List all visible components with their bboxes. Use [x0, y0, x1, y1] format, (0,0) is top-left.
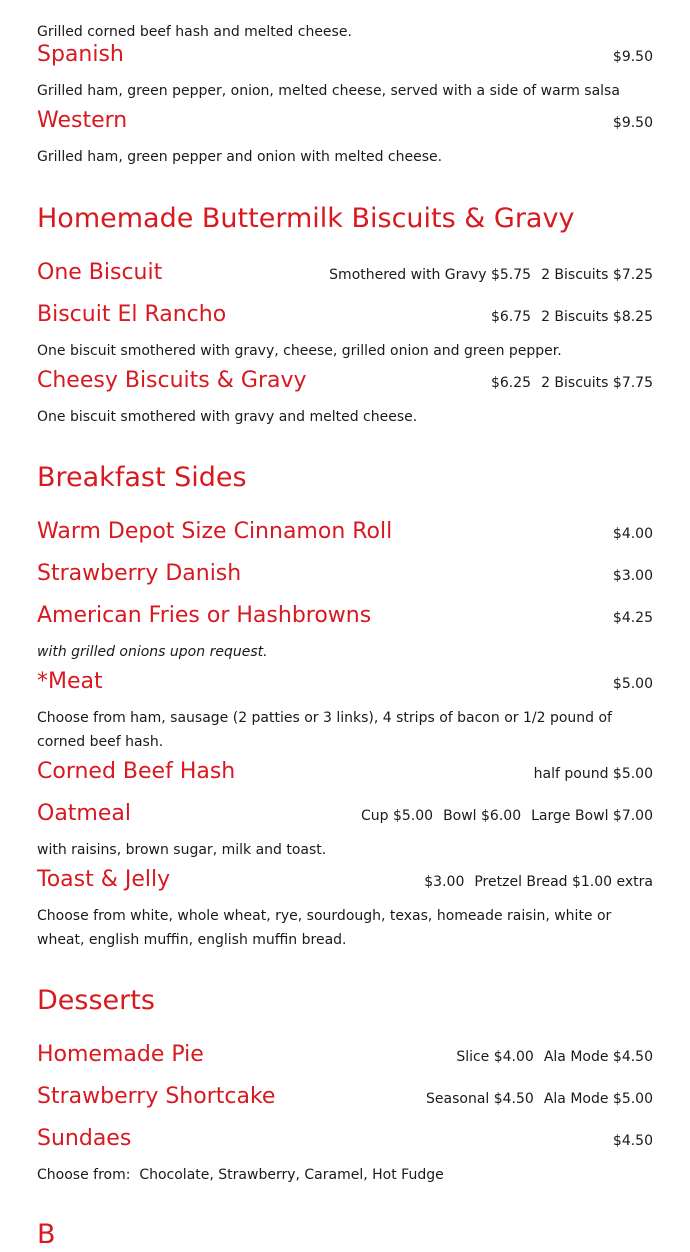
item-prices [613, 49, 653, 65]
item-description: Choose from: Chocolate, Strawberry, Caramel, Hot Fudge [37, 1167, 444, 1183]
item-name: Spanish [37, 42, 124, 67]
item-description: Choose from ham, sausage (2 patties or 3 links), 4 strips of bacon or 1/2 pound of corned beef hash. [37, 710, 612, 750]
item-price: Seasonal $4.50 [426, 1091, 534, 1107]
item-price: $3.00 [612, 568, 653, 584]
item-name: Biscuit El Rancho [37, 302, 227, 327]
item-name: Cheesy Biscuits & Gravy [37, 368, 307, 393]
item-description: Grilled ham, green pepper and onion with melted cheese. [37, 149, 443, 165]
item-name: Homemade Pie [37, 1042, 204, 1067]
menu-item-biscuit-el-rancho [37, 302, 653, 364]
item-prices [613, 610, 653, 626]
item-name: Strawberry Danish [37, 561, 242, 586]
menu-item-one-biscuit [37, 260, 653, 286]
item-name: American Fries or Hashbrowns [37, 603, 372, 628]
item-prices [613, 676, 653, 692]
item-prices [491, 309, 653, 325]
menu-item-cheesy-biscuits [37, 368, 653, 430]
item-name: Warm Depot Size Cinnamon Roll [37, 519, 393, 544]
item-prices [329, 267, 653, 283]
item-price: Smothered with Gravy $5.75 [329, 267, 532, 283]
item-description: with raisins, brown sugar, milk and toast. [37, 842, 327, 858]
item-name: Corned Beef Hash [37, 759, 236, 784]
item-price: Pretzel Bread $1.00 extra [474, 874, 653, 890]
item-description: One biscuit smothered with gravy, cheese, grilled onion and green pepper. [37, 343, 562, 359]
item-description: Choose from white, whole wheat, rye, sourdough, texas, homeade raisin, white or wheat, english muffin, english muffin bread. [37, 908, 612, 948]
menu-item-homemade-pie [37, 1042, 653, 1068]
item-name: Western [37, 108, 128, 133]
menu-item-strawberry-danish [37, 561, 653, 587]
item-price: 2 Biscuits $7.75 [541, 375, 653, 391]
item-price: Cup $5.00 [360, 808, 434, 824]
item-price: half pound $5.00 [533, 766, 653, 782]
menu-item-american-fries [37, 603, 653, 665]
item-prices [456, 1049, 653, 1065]
item-prices [613, 568, 653, 584]
item-description: with grilled onions upon request. [37, 644, 268, 660]
menu-item-toast-jelly [37, 867, 653, 952]
item-prices [426, 1091, 653, 1107]
item-price: $9.50 [612, 49, 653, 65]
menu-item-strawberry-shortcake [37, 1084, 653, 1110]
item-price: $4.25 [612, 610, 653, 626]
item-price: Large Bowl $7.00 [531, 808, 653, 824]
item-name: *Meat [37, 669, 103, 694]
item-price: Slice $4.00 [456, 1049, 534, 1065]
item-price: Ala Mode $4.50 [543, 1049, 653, 1065]
item-price: $4.50 [612, 1133, 653, 1149]
item-name: Toast & Jelly [37, 867, 171, 892]
section-title-desserts: Desserts [37, 985, 155, 1016]
item-prices [424, 874, 653, 890]
menu-item-oatmeal [37, 801, 653, 863]
item-name: Sundaes [37, 1126, 132, 1151]
item-price: $9.50 [612, 115, 653, 131]
item-prices [613, 1133, 653, 1149]
section-title-biscuits: Homemade Buttermilk Biscuits & Gravy [37, 203, 575, 234]
item-prices [534, 766, 653, 782]
item-prices [613, 526, 653, 542]
item-description: Grilled ham, green pepper, onion, melted cheese, served with a side of warm salsa [37, 83, 620, 99]
item-name: Oatmeal [37, 801, 131, 826]
item-price: 2 Biscuits $8.25 [541, 309, 653, 325]
section-title-partial: B [37, 1219, 56, 1250]
item-name: Strawberry Shortcake [37, 1084, 276, 1109]
menu-item-sundaes [37, 1126, 653, 1188]
item-description: One biscuit smothered with gravy and melted cheese. [37, 409, 418, 425]
item-price: $6.75 [490, 309, 532, 325]
item-price: Bowl $6.00 [443, 808, 522, 824]
item-price: $4.00 [612, 526, 653, 542]
menu-item-corned-beef-hash [37, 759, 653, 785]
item-price: 2 Biscuits $7.25 [541, 267, 653, 283]
menu-item-western [37, 108, 653, 170]
menu-item-spanish [37, 42, 653, 104]
item-price: $5.00 [612, 676, 653, 692]
item-description: Grilled corned beef hash and melted cheese. [37, 24, 352, 40]
item-price: $6.25 [490, 375, 532, 391]
item-name: One Biscuit [37, 260, 163, 285]
menu-item-meat [37, 669, 653, 754]
item-prices [613, 115, 653, 131]
item-prices [491, 375, 653, 391]
item-price: $3.00 [424, 874, 465, 890]
item-prices [361, 808, 653, 824]
section-title-sides: Breakfast Sides [37, 462, 247, 493]
menu-item-cinnamon-roll [37, 519, 653, 545]
item-price: Ala Mode $5.00 [543, 1091, 653, 1107]
